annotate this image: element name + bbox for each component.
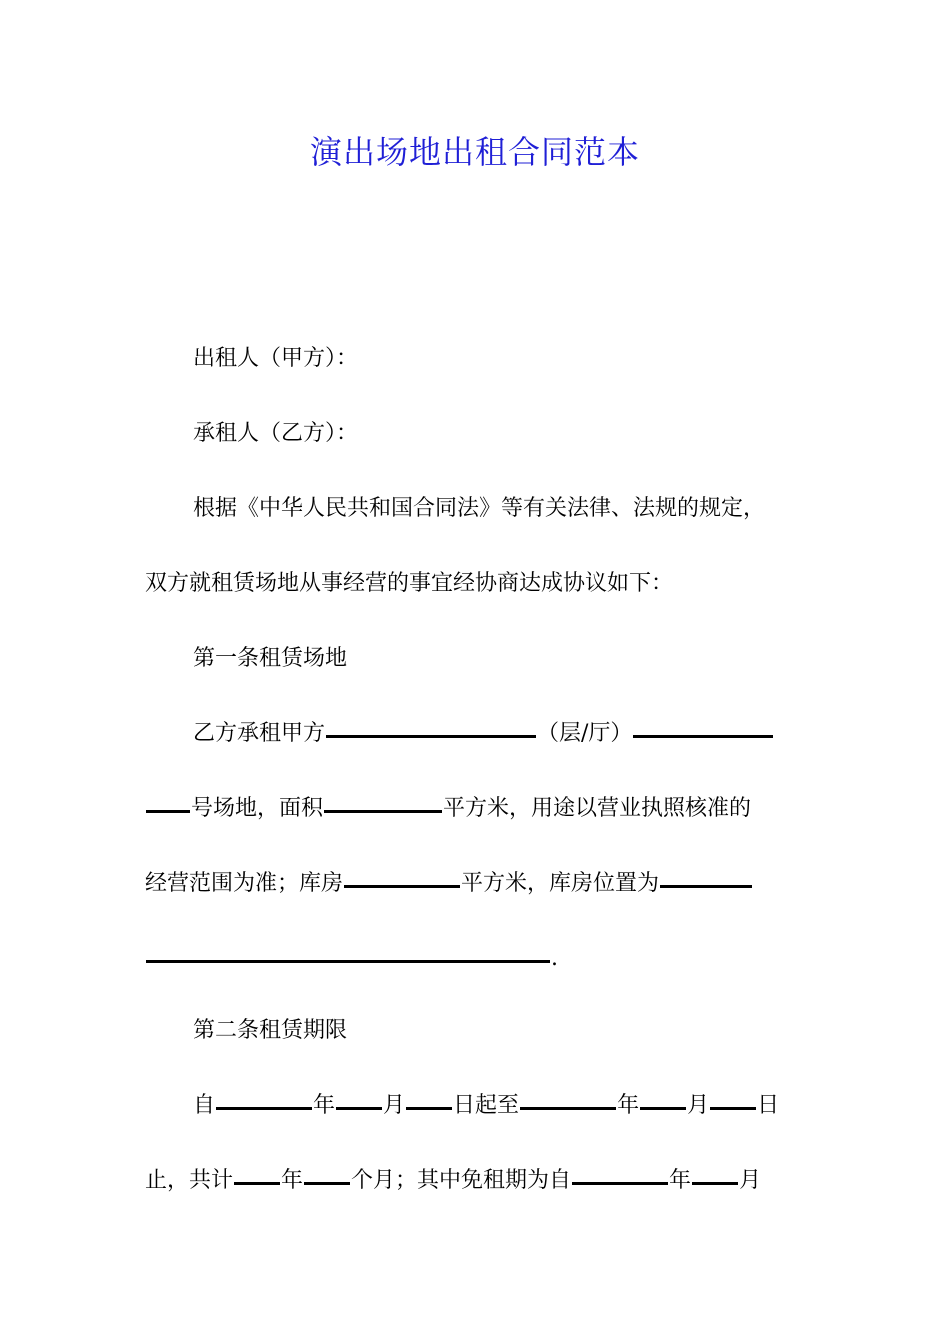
fill-blank-start-year[interactable] — [216, 1107, 312, 1110]
fill-blank-end-month[interactable] — [640, 1107, 686, 1110]
fill-blank-end-year[interactable] — [520, 1107, 616, 1110]
fill-blank-end-day[interactable] — [710, 1107, 756, 1110]
article-1-text: 平方米，库房位置为 — [461, 871, 660, 896]
article-1-line-1 — [145, 714, 835, 754]
article-2-text: 个月；其中免租期为自 — [351, 1168, 572, 1193]
fill-blank-storage-location[interactable] — [660, 885, 752, 888]
fill-blank-total-months[interactable] — [304, 1182, 350, 1185]
article-1-text: （层/厅） — [537, 721, 633, 746]
lessor-label: 出租人（甲方）： — [193, 346, 359, 371]
fill-blank-start-day[interactable] — [406, 1107, 452, 1110]
article-2-text: 月 — [739, 1168, 762, 1193]
fill-blank-floor-cont[interactable] — [146, 810, 190, 813]
article-2-heading: 第二条租赁期限 — [193, 1018, 348, 1043]
fill-blank-area[interactable] — [324, 810, 442, 813]
fill-blank-start-month[interactable] — [336, 1107, 382, 1110]
article-1-line-2 — [145, 789, 835, 829]
article-1-text: 经营范围为准；库房 — [145, 871, 344, 896]
article-2-line-2 — [145, 1161, 835, 1201]
fill-blank-free-start-month[interactable] — [692, 1182, 738, 1185]
document-title: 演出场地出租合同范本 — [309, 133, 640, 171]
article-1-text: . — [551, 946, 558, 971]
article-2-text: 年 — [617, 1093, 640, 1118]
article-2-text: 月 — [383, 1093, 406, 1118]
article-2-line-1 — [145, 1086, 835, 1126]
article-2-text: 年 — [313, 1093, 336, 1118]
fill-blank-free-start-year[interactable] — [572, 1182, 668, 1185]
article-2-text: 日 — [757, 1093, 780, 1118]
fill-blank-total-years[interactable] — [234, 1182, 280, 1185]
article-1-line-4 — [145, 939, 835, 979]
fill-blank-storage-area[interactable] — [344, 885, 460, 888]
article-2-text: 日起至 — [453, 1093, 520, 1118]
article-2-text: 月 — [687, 1093, 710, 1118]
article-1-text: 号场地，面积 — [191, 796, 324, 821]
lessee-label: 承租人（乙方）： — [193, 421, 359, 446]
fill-blank-hall[interactable] — [326, 735, 536, 738]
fill-blank-floor[interactable] — [633, 735, 773, 738]
fill-blank-storage-location-cont[interactable] — [146, 960, 550, 963]
article-1-text: 乙方承租甲方 — [193, 721, 326, 746]
article-2-text: 自 — [193, 1093, 216, 1118]
article-2-text: 止，共计 — [145, 1168, 234, 1193]
article-2-text: 年 — [669, 1168, 692, 1193]
preamble-line-2: 双方就租赁场地从事经营的事宜经协商达成协议如下： — [145, 571, 674, 596]
article-2-text: 年 — [281, 1168, 304, 1193]
article-1-text: 平方米，用途以营业执照核准的 — [443, 796, 752, 821]
article-1-line-3 — [145, 864, 835, 904]
preamble-line-1: 根据《中华人民共和国合同法》等有关法律、法规的规定， — [193, 496, 766, 521]
article-1-heading: 第一条租赁场地 — [193, 646, 348, 671]
